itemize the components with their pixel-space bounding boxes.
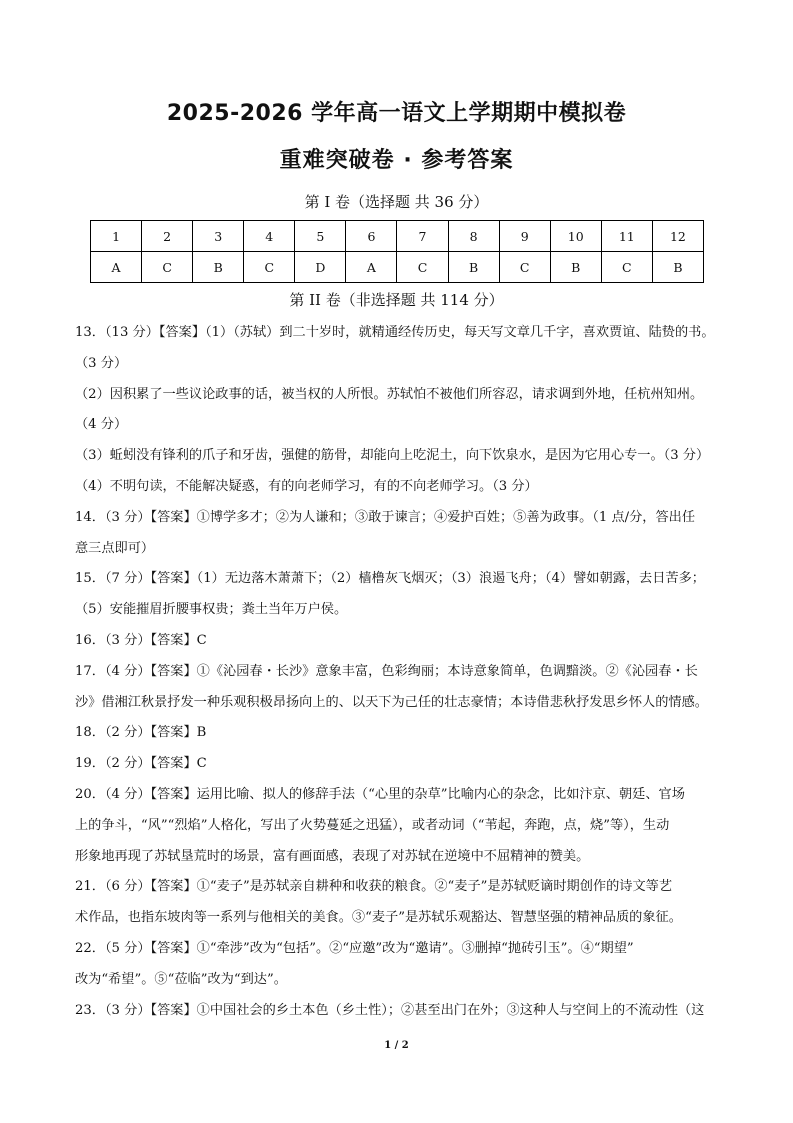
question-number: 12: [652, 221, 703, 252]
question-number: 9: [499, 221, 550, 252]
answer-line: 23．（3 分）【答案】①中国社会的乡土本色（乡土性）；②甚至出门在外；③这种人与空间上的不流动性（这: [75, 1002, 705, 1018]
answer-line: 17．（4 分）【答案】①《沁园春・长沙》意象丰富，色彩绚丽；本诗意象简单，色调黯淡。②《沁园春・长: [75, 663, 698, 679]
answer-letter: A: [346, 252, 397, 283]
page-subtitle: 重难突破卷 · 参考答案: [279, 148, 514, 173]
answer-letter-row: [91, 252, 704, 283]
answer-line: 13．（13 分）【答案】（1）（苏轼）到二十岁时，就精通经传历史，每天写文章几千字，喜欢贾谊、陆贽的书。: [75, 325, 715, 340]
answer-line: 21．（6 分）【答案】①“麦子”是苏轼亲自耕种和收获的粮食。②“麦子”是苏轼贬谪时期创作的诗文等艺: [75, 879, 673, 895]
page-number: 1 / 2: [384, 1040, 409, 1051]
answer-line: 上的争斗，“风”“烈焰”人格化，写出了火势蔓延之迅猛），或者动词（“苇起，奔跑，点，烧”等），生动: [75, 817, 670, 833]
answer-line: 沙》借湘江秋景抒发一种乐观积极昂扬向上的、以天下为己任的壮志豪情；本诗借悲秋抒发思乡怀人的情感。: [75, 694, 708, 710]
answer-table: [90, 220, 704, 283]
answer-letter: C: [397, 252, 448, 283]
answer-line: 改为“希望”。⑤“莅临”改为“到达”。: [75, 971, 287, 987]
answer-letter: C: [142, 252, 193, 283]
answer-letter: D: [295, 252, 346, 283]
answer-letter: B: [550, 252, 601, 283]
question-number: 5: [295, 221, 346, 252]
question-number: 6: [346, 221, 397, 252]
answer-line: 形象地再现了苏轼垦荒时的场景，富有画面感，表现了对苏轼在逆境中不屈精神的赞美。: [75, 848, 590, 864]
answer-line: 14．（3 分）【答案】①博学多才；②为人谦和；③敢于谏言；④爱护百姓；⑤善为政事。（1 点/分，答出任: [75, 509, 696, 525]
answer-line: 16．（3 分）【答案】C: [75, 632, 207, 648]
question-number-row: [91, 221, 704, 252]
answer-letter: A: [91, 252, 142, 283]
question-number: 4: [244, 221, 295, 252]
question-number: 2: [142, 221, 193, 252]
question-number: 8: [448, 221, 499, 252]
answer-line: （3 分）: [75, 355, 128, 371]
answer-line: （4）不明句读，不能解决疑惑，有的向老师学习，有的不向老师学习。（3 分）: [75, 478, 538, 494]
answer-letter: B: [652, 252, 703, 283]
answer-letter: C: [244, 252, 295, 283]
answer-body: [75, 318, 735, 1026]
section-1-heading: 第 I 卷（选择题 共 36 分）: [304, 193, 489, 211]
answer-line: 15．（7 分）【答案】（1）无边落木萧萧下；（2）樯橹灰飞烟灭；（3）浪遏飞舟；（4）譬如朝露，去日苦多；: [75, 571, 705, 587]
answer-line: 22．（5 分）【答案】①“牵涉”改为“包括”。②“应邀”改为“邀请”。③删掉“抛砖引玉”。④“期望”: [75, 940, 634, 956]
answer-line: （4 分）: [75, 417, 128, 433]
answer-letter: B: [193, 252, 244, 283]
answer-line: 18．（2 分）【答案】B: [75, 725, 207, 741]
question-number: 11: [601, 221, 652, 252]
answer-line: 19．（2 分）【答案】C: [75, 756, 207, 772]
answer-line: （2）因积累了一些议论政事的话，被当权的人所恨。苏轼怕不被他们所容忍，请求调到外地，任杭州知州。: [75, 386, 704, 402]
answer-line: 术作品，也指东坡肉等一系列与他相关的美食。③“麦子”是苏轼乐观豁达、智慧坚强的精神品质的象征。: [75, 910, 682, 926]
question-number: 3: [193, 221, 244, 252]
answer-letter: B: [448, 252, 499, 283]
question-number: 10: [550, 221, 601, 252]
question-number: 1: [91, 221, 142, 252]
answer-line: 意三点即可）: [75, 540, 155, 556]
page-title: 2025-2026 学年高一语文上学期期中模拟卷: [166, 101, 627, 126]
answer-letter: C: [601, 252, 652, 283]
question-number: 7: [397, 221, 448, 252]
answer-line: （5）安能摧眉折腰事权贵；粪土当年万户侯。: [75, 602, 348, 618]
section-2-heading: 第 II 卷（非选择题 共 114 分）: [289, 291, 504, 309]
answer-letter: C: [499, 252, 550, 283]
answer-line: 20．（4 分）【答案】运用比喻、拟人的修辞手法（“心里的杂草”比喻内心的杂念，比如汴京、朝廷、官场: [75, 786, 685, 802]
answer-line: （3）蚯蚓没有锋利的爪子和牙齿，强健的筋骨，却能向上吃泥土，向下饮泉水，是因为它用心专一。（3 分）: [75, 448, 710, 464]
